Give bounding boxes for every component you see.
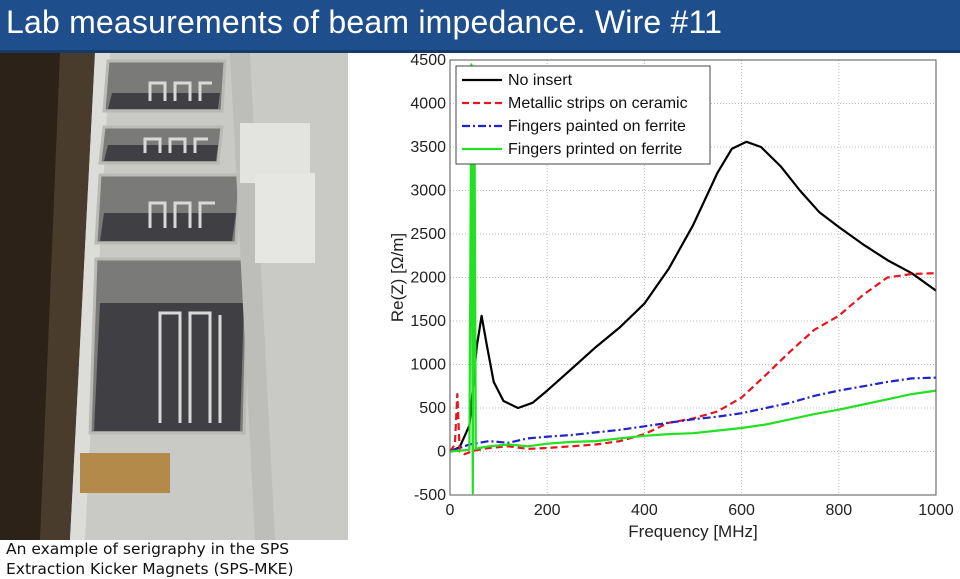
legend-entry: Fingers printed on ferrite [508,141,683,158]
y-tick-label: 2500 [410,226,446,243]
x-tick-label: 1000 [918,502,954,519]
x-axis-label: Frequency [MHz] [628,522,758,541]
legend-entry: Metallic strips on ceramic [508,95,688,112]
impedance-chart [348,50,960,540]
caption-line-2: Extraction Kicker Magnets (SPS-MKE) [6,560,294,578]
x-tick-label: 400 [631,502,658,519]
y-tick-label: 2000 [410,269,446,287]
caption-line-1: An example of serigraphy in the SPS [6,540,290,558]
chart-legend [456,66,710,164]
y-axis-label: Re(Z) [Ω/m] [388,232,407,323]
x-tick-label: 200 [533,502,561,519]
kicker-magnet-illustration [0,53,348,540]
x-tick-label: 0 [445,502,455,519]
y-tick-label: 1500 [410,313,446,330]
legend-entry: No insert [508,72,573,89]
y-tick-label: 4000 [410,95,446,113]
title-bar [0,0,960,53]
y-tick-label: 4500 [410,52,446,69]
y-tick-label: 1000 [410,356,446,374]
kicker-magnet-photo [0,53,348,578]
y-tick-label: 0 [437,443,446,461]
legend-entry: Fingers painted on ferrite [508,118,686,135]
y-tick-label: 3000 [410,182,446,200]
slide-title: Lab measurements of beam impedance. Wire #11 [6,4,723,40]
y-tick-label: 500 [419,400,446,417]
x-tick-label: 800 [825,502,853,519]
y-tick-label: 3500 [410,139,446,156]
x-tick-label: 600 [728,502,755,519]
photo-caption [6,539,294,579]
y-tick-label: -500 [413,487,446,504]
